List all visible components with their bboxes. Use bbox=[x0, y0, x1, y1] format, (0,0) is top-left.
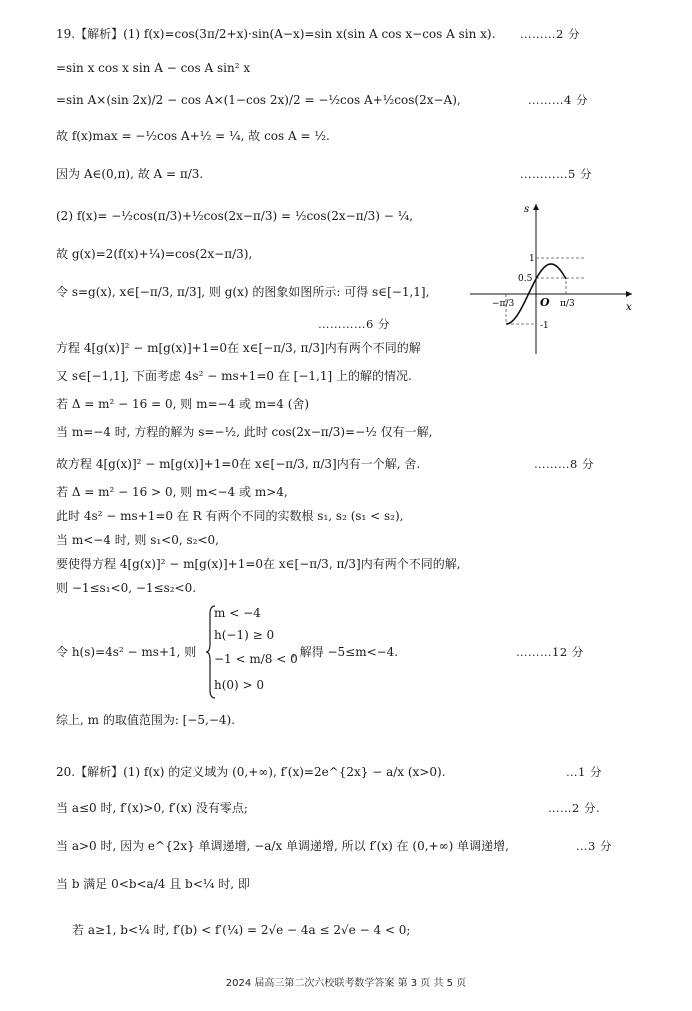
line-q20-head: 20.【解析】(1) f(x) 的定义域为 (0,+∞), f′(x)=2e^{2x} − a/x (x>0). bbox=[56, 765, 446, 779]
label-s: s bbox=[524, 204, 530, 215]
page-footer: 2024 届高三第二次六校联考数学答案 第 3 页 共 5 页 bbox=[225, 978, 467, 989]
line-3: =sin A×(sin 2x)/2 − cos A×(1−cos 2x)/2 = −½cos A+½cos(2x−A), bbox=[56, 93, 461, 107]
line-15: 若 Δ = m² − 16 > 0, 则 m<−4 或 m>4, bbox=[56, 485, 288, 499]
label-one: 1 bbox=[529, 254, 535, 264]
score-q19: ………2 分 bbox=[520, 27, 580, 41]
line-21: 综上, m 的取值范围为: [−5,−4). bbox=[56, 713, 236, 727]
line-14: 故方程 4[g(x)]² − m[g(x)]+1=0在 x∈[−π/3, π/3]内有一个解, 舍. bbox=[56, 457, 421, 471]
system-line-2: h(−1) ≥ 0 bbox=[214, 628, 275, 642]
score-5: …………5 分 bbox=[520, 167, 592, 181]
line-13: 当 m=−4 时, 方程的解为 s=−½, 此时 cos(2x−π/3)=−½ 仅有一解, bbox=[56, 425, 433, 439]
line-2: =sin x cos x sin A − cos A sin² x bbox=[56, 61, 251, 75]
score-8: ………8 分 bbox=[534, 457, 594, 471]
label-neg-pi3: −π/3 bbox=[492, 299, 515, 309]
line-4: 故 f(x)max = −½cos A+½ = ¼, 故 cos A = ½. bbox=[56, 129, 330, 143]
line-23: 当 a≤0 时, f′(x)>0, f′(x) 没有零点; bbox=[56, 801, 248, 815]
line-text: 19.【解析】(1) f(x)=cos(3π/2+x)·sin(A−x)=sin x(sin A cos x−cos A sin x). bbox=[56, 27, 496, 41]
line-10: 方程 4[g(x)]² − m[g(x)]+1=0在 x∈[−π/3, π/3]内有两个不同的解 bbox=[56, 341, 421, 355]
label-half: 0.5 bbox=[518, 274, 533, 284]
label-x: x bbox=[626, 302, 632, 313]
label-neg-one: -1 bbox=[540, 321, 549, 331]
label-origin: O bbox=[540, 296, 550, 309]
score-12: ………12 分 bbox=[516, 645, 584, 659]
function-graph bbox=[466, 198, 638, 360]
line-24: 当 a>0 时, 因为 e^{2x} 单调递增, −a/x 单调递增, 所以 f′(x) 在 (0,+∞) 单调递增, bbox=[56, 839, 509, 853]
line-19: 则 −1≤s₁<0, −1≤s₂<0. bbox=[56, 581, 197, 595]
line-20b: , 解得 −5≤m<−4. bbox=[292, 645, 399, 659]
score-2: ……2 分. bbox=[548, 801, 601, 815]
label-pi3: π/3 bbox=[560, 299, 575, 309]
system-line-1: m < −4 bbox=[214, 606, 261, 620]
line-8: 令 s=g(x), x∈[−π/3, π/3], 则 g(x) 的图象如图所示: 可得 s∈[−1,1], bbox=[56, 285, 430, 299]
line-5: 因为 A∈(0,π), 故 A = π/3. bbox=[56, 167, 204, 181]
line-q19-head bbox=[56, 26, 495, 42]
score-6: …………6 分 bbox=[318, 317, 390, 331]
line-17: 当 m<−4 时, 则 s₁<0, s₂<0, bbox=[56, 533, 219, 547]
line-26: 若 a≥1, b<¼ 时, f′(b) < f′(¼) = 2√e − 4a ≤ 2√e − 4 < 0; bbox=[72, 923, 411, 937]
line-6: (2) f(x)= −½cos(π/3)+½cos(2x−π/3) = ½cos(2x−π/3) − ¼, bbox=[56, 209, 414, 223]
line-11: 又 s∈[−1,1], 下面考虑 4s² − ms+1=0 在 [−1,1] 上的解的情况. bbox=[56, 369, 412, 383]
score-4: ………4 分 bbox=[528, 93, 588, 107]
score-1: …1 分 bbox=[566, 765, 602, 779]
system-line-3: −1 < m/8 < 0 bbox=[214, 652, 298, 666]
line-16: 此时 4s² − ms+1=0 在 R 有两个不同的实数根 s₁, s₂ (s₁ < s₂), bbox=[56, 509, 404, 523]
line-20: 令 h(s)=4s² − ms+1, 则 bbox=[56, 645, 197, 659]
line-25: 当 b 满足 0<b<a/4 且 b<¼ 时, 即 bbox=[56, 877, 250, 891]
system-line-4: h(0) > 0 bbox=[214, 678, 265, 692]
line-18: 要使得方程 4[g(x)]² − m[g(x)]+1=0在 x∈[−π/3, π/3]内有两个不同的解, bbox=[56, 557, 461, 571]
inequality-system bbox=[206, 604, 296, 700]
line-12: 若 Δ = m² − 16 = 0, 则 m=−4 或 m=4 (舍) bbox=[56, 397, 310, 411]
score-3: …3 分 bbox=[576, 839, 612, 853]
line-7: 故 g(x)=2(f(x)+¼)=cos(2x−π/3), bbox=[56, 247, 253, 261]
